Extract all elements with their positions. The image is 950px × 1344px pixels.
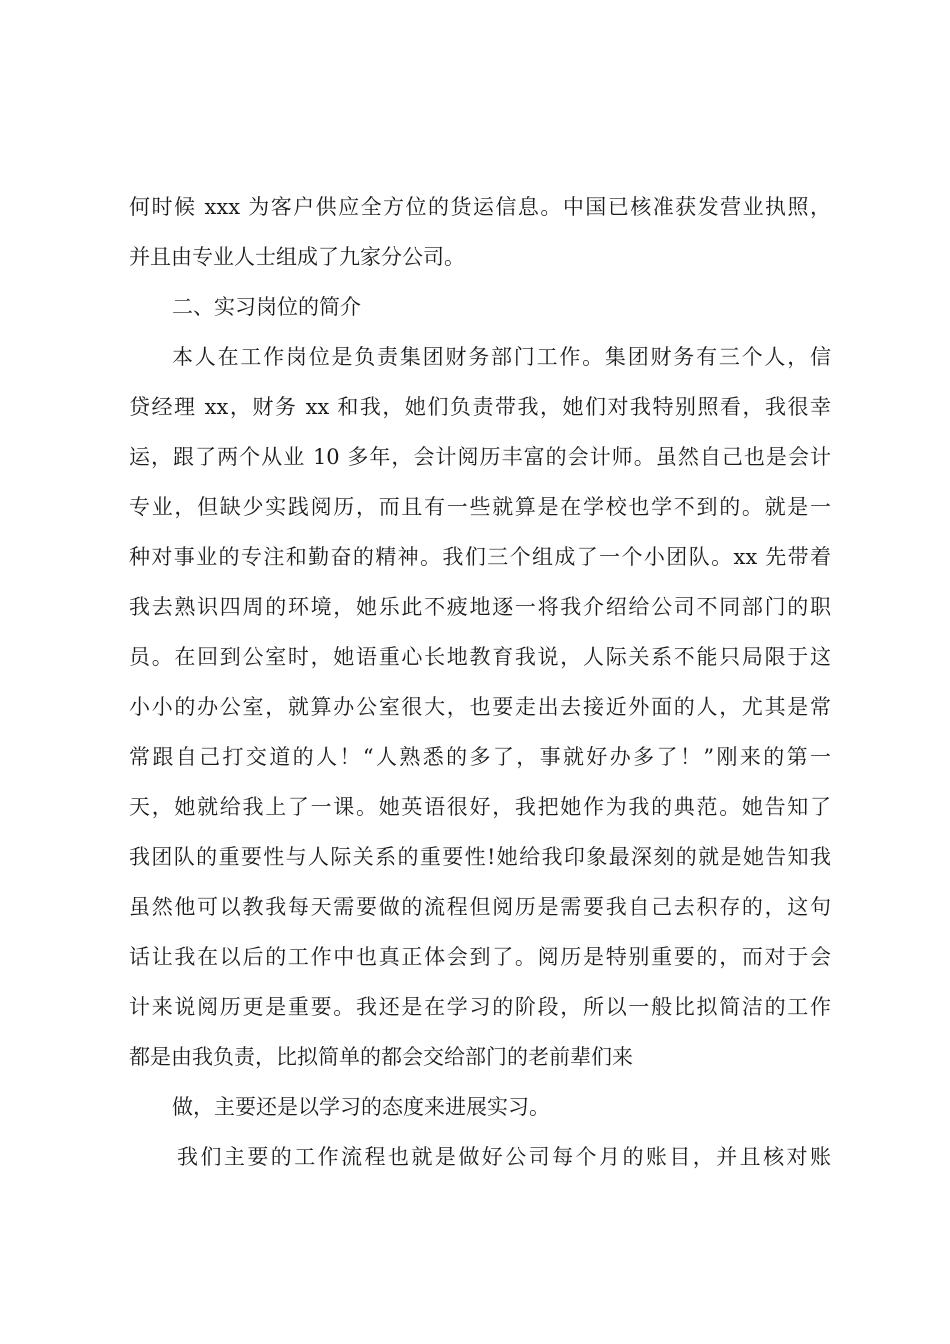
- text-line: 小小的办公室，就算办公室很大，也要走出去接近外面的人，尤其是常: [129, 695, 831, 719]
- text-line: 话让我在以后的工作中也真正体会到了。阅历是特别重要的，而对于会: [129, 945, 831, 969]
- text-line: 常跟自己打交道的人！“人熟悉的多了，事就好办多了！”刚来的第一: [129, 745, 831, 769]
- paragraph-first-line: 本人在工作岗位是负责集团财务部门工作。集团财务有三个人，信: [172, 345, 831, 369]
- text-line: 都是由我负责，比拟简单的都会交给部门的老前辈们来: [129, 1045, 633, 1069]
- text-line: 种对事业的专注和勤奋的精神。我们三个组成了一个小团队。xx 先带着: [129, 545, 831, 569]
- text-line: 何时候 xxx 为客户供应全方位的货运信息。中国已核准获发营业执照，: [129, 195, 831, 219]
- text-line: 我团队的重要性与人际关系的重要性!她给我印象最深刻的就是她告知我: [129, 845, 831, 869]
- paragraph-first-line: 我们主要的工作流程也就是做好公司每个月的账目，并且核对账: [177, 1145, 831, 1169]
- text-line: 贷经理 xx，财务 xx 和我，她们负责带我，她们对我特别照看，我很幸: [129, 395, 831, 419]
- text-line: 计来说阅历更是重要。我还是在学习的阶段，所以一般比拟简洁的工作: [129, 995, 831, 1019]
- text-line: 并且由专业人士组成了九家分公司。: [129, 245, 465, 269]
- text-line: 员。在回到公室时，她语重心长地教育我说，人际关系不能只局限于这: [129, 645, 831, 669]
- text-line: 专业，但缺少实践阅历，而且有一些就算是在学校也学不到的。就是一: [129, 495, 831, 519]
- text-line: 虽然他可以教我每天需要做的流程但阅历是需要我自己去积存的，这句: [129, 895, 831, 919]
- section-heading: 二、实习岗位的简介: [172, 295, 361, 319]
- text-line: 我去熟识四周的环境，她乐此不疲地逐一将我介绍给公司不同部门的职: [129, 595, 831, 619]
- paragraph-line: 做，主要还是以学习的态度来进展实习。: [172, 1095, 550, 1119]
- text-line: 天，她就给我上了一课。她英语很好，我把她作为我的典范。她告知了: [129, 795, 831, 819]
- text-line: 运，跟了两个从业 10 多年，会计阅历丰富的会计师。虽然自己也是会计: [129, 445, 831, 469]
